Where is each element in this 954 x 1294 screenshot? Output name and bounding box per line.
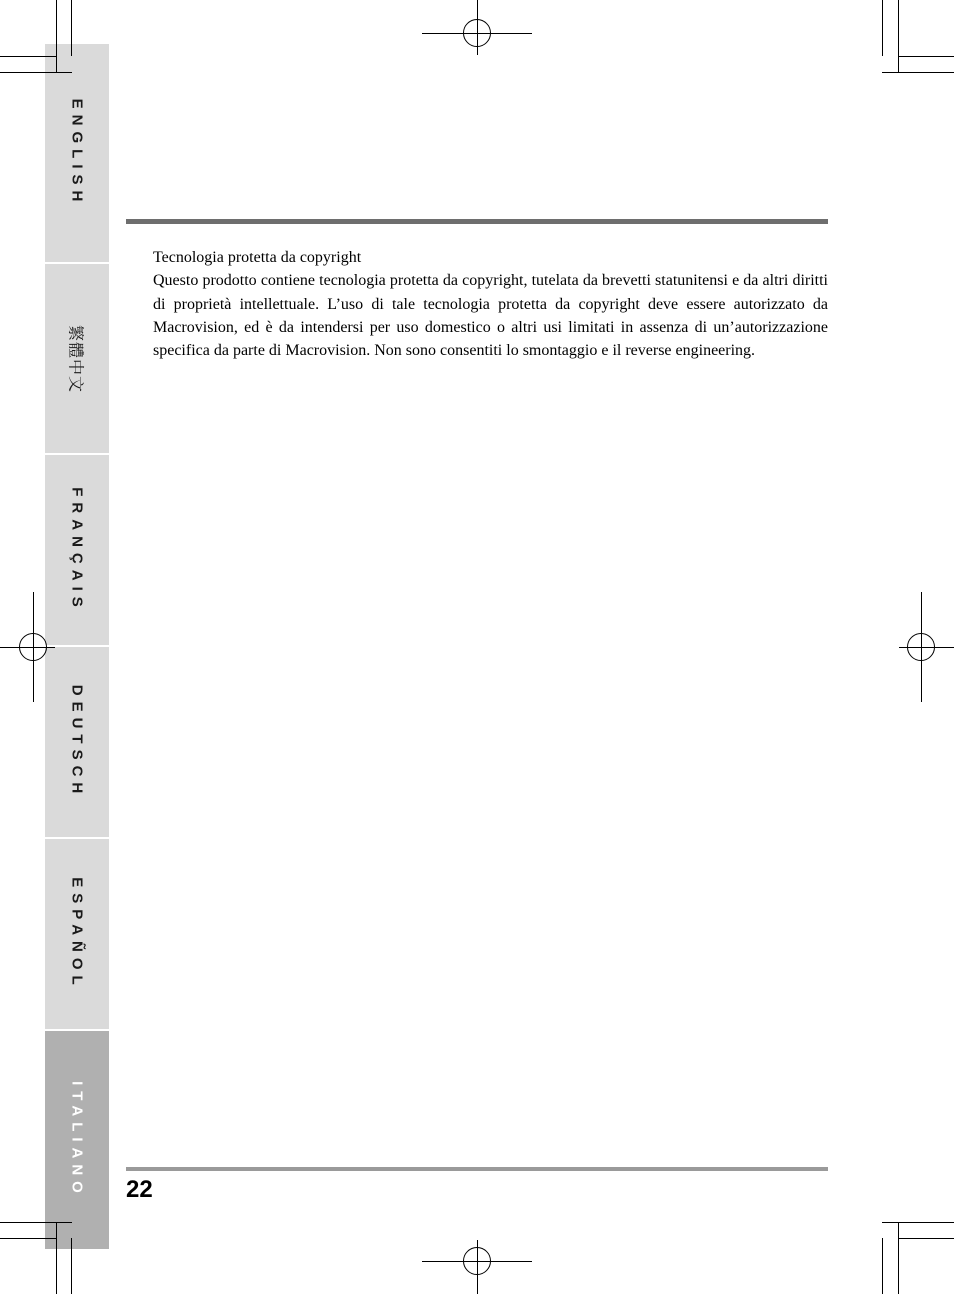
header-rule	[126, 219, 828, 224]
section-heading: Tecnologia protetta da copyright	[153, 249, 362, 266]
tab-label-deutsch: DEUTSCH	[68, 684, 86, 800]
tab-label-italiano: ITALIANO	[68, 1081, 86, 1199]
tab-label-francais: FRANÇAIS	[68, 487, 86, 613]
tab-english[interactable]	[45, 44, 109, 264]
body-paragraph: Questo prodotto contiene tecnologia protetta da copyright, tutelata da brevetti statunitensi e da altri diritti di proprietà intellettuale. L’uso di tale tecnologia protetta da copyright deve essere autorizzato da Macrovision, ed è da intendersi per uso domestico o altri usi limitati in assenza di un’autorizzazione specifica da parte di Macrovision. Non sono consentiti lo smontaggio e il reverse engineering.	[153, 272, 828, 360]
tab-francais[interactable]	[45, 455, 109, 647]
tab-espanol[interactable]	[45, 839, 109, 1031]
footer-rule	[126, 1167, 828, 1171]
tab-deutsch[interactable]	[45, 647, 109, 839]
tab-label-traditional-chinese: 繁體中文	[66, 324, 86, 393]
tab-label-english: ENGLISH	[68, 98, 86, 208]
tab-traditional-chinese[interactable]	[45, 264, 109, 455]
tab-italiano[interactable]	[45, 1031, 109, 1249]
tab-label-espanol: ESPAÑOL	[68, 877, 86, 991]
main-content	[153, 246, 828, 362]
page-number: 22	[126, 1176, 153, 1203]
